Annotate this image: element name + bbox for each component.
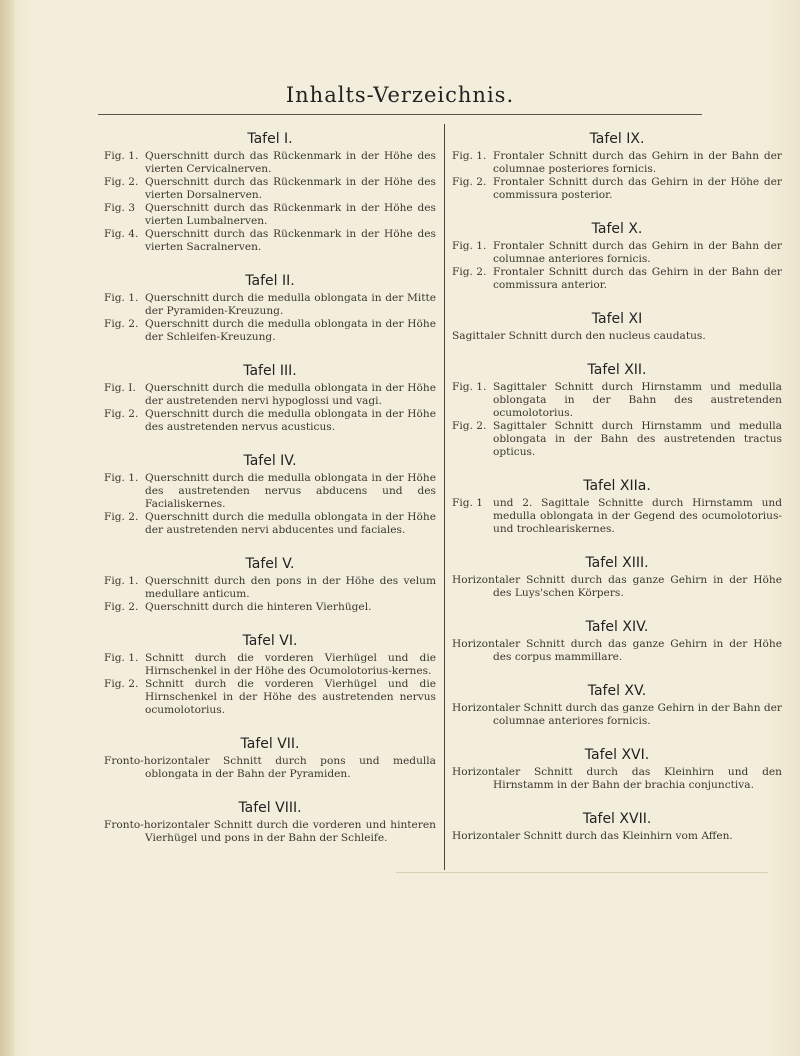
tafel-section — [104, 344, 436, 434]
figure-description: Querschnitt durch das Rückenmark in der Höhe des vierten Cervicalnerven. — [145, 150, 436, 175]
figure-description: Querschnitt durch den pons in der Höhe des velum medullare anticum. — [145, 575, 436, 600]
figure-number: Fig. 2. — [104, 176, 139, 188]
figure-number: Fig. 2. — [104, 318, 139, 330]
figure-number: Fig. 3 — [104, 202, 135, 214]
tafel-section — [452, 536, 782, 600]
figure-description: Schnitt durch die vorderen Vierhügel und die Hirnschenkel in der Höhe des Ocumolotorius-kernes. — [145, 652, 436, 677]
figure-description: Frontaler Schnitt durch das Gehirn in der Höhe der commissura posterior. — [493, 176, 782, 201]
tafel-description: Horizontaler Schnitt durch das ganze Gehirn in der Höhe des Luys'schen Körpers. — [452, 574, 782, 599]
figure-entry — [104, 511, 436, 537]
figure-number: Fig. 1. — [452, 150, 487, 162]
figure-description: Sagittaler Schnitt durch Hirnstamm und medulla oblongata in der Bahn des austretenden tractus opticus. — [493, 420, 782, 458]
figure-entry — [104, 678, 436, 717]
tafel-heading: Tafel XVI. — [584, 747, 650, 763]
figure-number: Fig. 2. — [452, 266, 487, 278]
figure-entry — [104, 176, 436, 202]
tafel-description: Horizontaler Schnitt durch das Kleinhirn vom Affen. — [452, 830, 733, 842]
figure-description: Querschnitt durch das Rückenmark in der Höhe des vierten Sacralnerven. — [145, 228, 436, 253]
figure-description: Querschnitt durch die medulla oblongata in der Höhe der austretenden nervi hypoglossi und vagi. — [145, 382, 436, 407]
tafel-section — [104, 537, 436, 614]
figure-number: Fig. 2. — [104, 408, 139, 420]
figure-number: Fig. 1. — [452, 381, 487, 393]
figure-entry — [104, 292, 436, 318]
figure-entry — [104, 472, 436, 511]
figure-description: Frontaler Schnitt durch das Gehirn in der Bahn der columnae posteriores fornicis. — [493, 150, 782, 175]
tafel-section — [452, 202, 782, 292]
bottom-rule-faint — [396, 872, 768, 873]
figure-entry — [104, 601, 436, 614]
tafel-heading: Tafel III. — [243, 363, 297, 379]
tafel-section — [104, 434, 436, 537]
figure-number: Fig. 2. — [452, 176, 487, 188]
column-divider — [444, 124, 445, 870]
figure-number: Fig. I. — [104, 382, 136, 394]
tafel-section — [452, 728, 782, 792]
figure-description: Querschnitt durch die medulla oblongata in der Höhe der austretenden nervi abducentes und faciales. — [145, 511, 436, 536]
figure-number: Fig. 1. — [104, 472, 139, 484]
figure-number: Fig. 4. — [104, 228, 139, 240]
figure-description: Querschnitt durch die medulla oblongata in der Höhe des austretenden nervus abducens und des Facialiskernes. — [145, 472, 436, 510]
figure-number: Fig. 2. — [104, 678, 139, 690]
tafel-heading: Tafel X. — [591, 221, 643, 237]
tafel-heading: Tafel XV. — [587, 683, 647, 699]
tafel-heading: Tafel II. — [245, 273, 295, 289]
tafel-section — [452, 343, 782, 459]
figure-description: Querschnitt durch die medulla oblongata in der Mitte der Pyramiden-Kreuzung. — [145, 292, 436, 317]
figure-number: Fig. 1. — [104, 150, 139, 162]
figure-entry — [452, 420, 782, 459]
page-title: Inhalts-Verzeichnis. — [285, 83, 515, 107]
tafel-section — [104, 717, 436, 781]
figure-entry — [452, 240, 782, 266]
figure-entry — [104, 652, 436, 678]
book-spine-edge — [0, 0, 14, 1056]
figure-number: Fig. 1. — [104, 652, 139, 664]
figure-number: Fig. 2. — [104, 511, 139, 523]
tafel-description: Horizontaler Schnitt durch das ganze Gehirn in der Bahn der columnae anteriores fornicis. — [452, 702, 782, 727]
figure-description: Sagittaler Schnitt durch Hirnstamm und medulla oblongata in der Bahn des austretenden ocumolotorius. — [493, 381, 782, 419]
figure-number: Fig. 2. — [104, 601, 139, 613]
tafel-heading: Tafel XIV. — [585, 619, 649, 635]
figure-description: Querschnitt durch die medulla oblongata in der Höhe des austretenden nervus acusticus. — [145, 408, 436, 433]
figure-description: Frontaler Schnitt durch das Gehirn in der Bahn der commissura anterior. — [493, 266, 782, 291]
figure-entry — [104, 382, 436, 408]
figure-entry — [104, 575, 436, 601]
title-rule — [98, 114, 702, 115]
tafel-section — [104, 781, 436, 845]
figure-entry — [104, 228, 436, 254]
tafel-section — [452, 792, 782, 843]
figure-description: Querschnitt durch die hinteren Vierhügel. — [145, 601, 372, 613]
tafel-description: Fronto-horizontaler Schnitt durch pons und medulla oblongata in der Bahn der Pyramiden. — [104, 755, 436, 780]
figure-number: Fig. 1. — [104, 292, 139, 304]
tafel-heading: Tafel XI — [591, 311, 643, 327]
tafel-heading: Tafel XVII. — [582, 811, 652, 827]
figure-number: Fig. 1 — [452, 497, 483, 509]
right-column — [452, 124, 782, 843]
figure-entry — [452, 381, 782, 420]
tafel-section — [452, 664, 782, 728]
tafel-description: Horizontaler Schnitt durch das Kleinhirn und den Hirnstamm in der Bahn der brachia conjunctiva. — [452, 766, 782, 791]
tafel-section — [104, 254, 436, 344]
tafel-heading: Tafel VIII. — [238, 800, 302, 816]
figure-description: Querschnitt durch das Rückenmark in der Höhe des vierten Lumbalnerven. — [145, 202, 436, 227]
figure-description: Querschnitt durch die medulla oblongata in der Höhe der Schleifen-Kreuzung. — [145, 318, 436, 343]
figure-description: Schnitt durch die vorderen Vierhügel und die Hirnschenkel in der Höhe des austretenden nervus ocumolotorius. — [145, 678, 436, 716]
figure-entry — [104, 408, 436, 434]
figure-entry — [104, 318, 436, 344]
figure-number: Fig. 1. — [452, 240, 487, 252]
tafel-section — [452, 292, 782, 343]
figure-entry — [452, 150, 782, 176]
tafel-description: Horizontaler Schnitt durch das ganze Gehirn in der Höhe des corpus mammillare. — [452, 638, 782, 663]
figure-entry — [452, 497, 782, 536]
tafel-heading: Tafel IV. — [243, 453, 297, 469]
tafel-heading: Tafel VII. — [240, 736, 300, 752]
figure-number: Fig. 2. — [452, 420, 487, 432]
tafel-description: Fronto-horizontaler Schnitt durch die vorderen und hinteren Vierhügel und pons in der Bahn der Schleife. — [104, 819, 436, 844]
tafel-section — [452, 124, 782, 202]
figure-entry — [104, 202, 436, 228]
tafel-heading: Tafel V. — [245, 556, 295, 572]
tafel-heading: Tafel XIII. — [585, 555, 649, 571]
tafel-section — [452, 600, 782, 664]
figure-entry — [452, 176, 782, 202]
figure-number: Fig. 1. — [104, 575, 139, 587]
figure-description: Querschnitt durch das Rückenmark in der Höhe des vierten Dorsalnerven. — [145, 176, 436, 201]
tafel-description: Sagittaler Schnitt durch den nucleus caudatus. — [452, 330, 706, 342]
tafel-heading: Tafel IX. — [589, 131, 645, 147]
tafel-heading: Tafel XII. — [587, 362, 647, 378]
tafel-heading: Tafel VI. — [242, 633, 298, 649]
figure-description: Frontaler Schnitt durch das Gehirn in der Bahn der columnae anteriores fornicis. — [493, 240, 782, 265]
left-column — [104, 124, 436, 845]
tafel-section — [104, 614, 436, 717]
tafel-section — [104, 124, 436, 254]
figure-entry — [104, 150, 436, 176]
tafel-heading: Tafel XIIa. — [583, 478, 651, 494]
figure-description: und 2. Sagittale Schnitte durch Hirnstamm und medulla oblongata in der Gegend des ocumolotorius- und trochleariskernes. — [493, 497, 782, 535]
figure-entry — [452, 266, 782, 292]
tafel-section — [452, 459, 782, 536]
tafel-heading: Tafel I. — [247, 131, 293, 147]
